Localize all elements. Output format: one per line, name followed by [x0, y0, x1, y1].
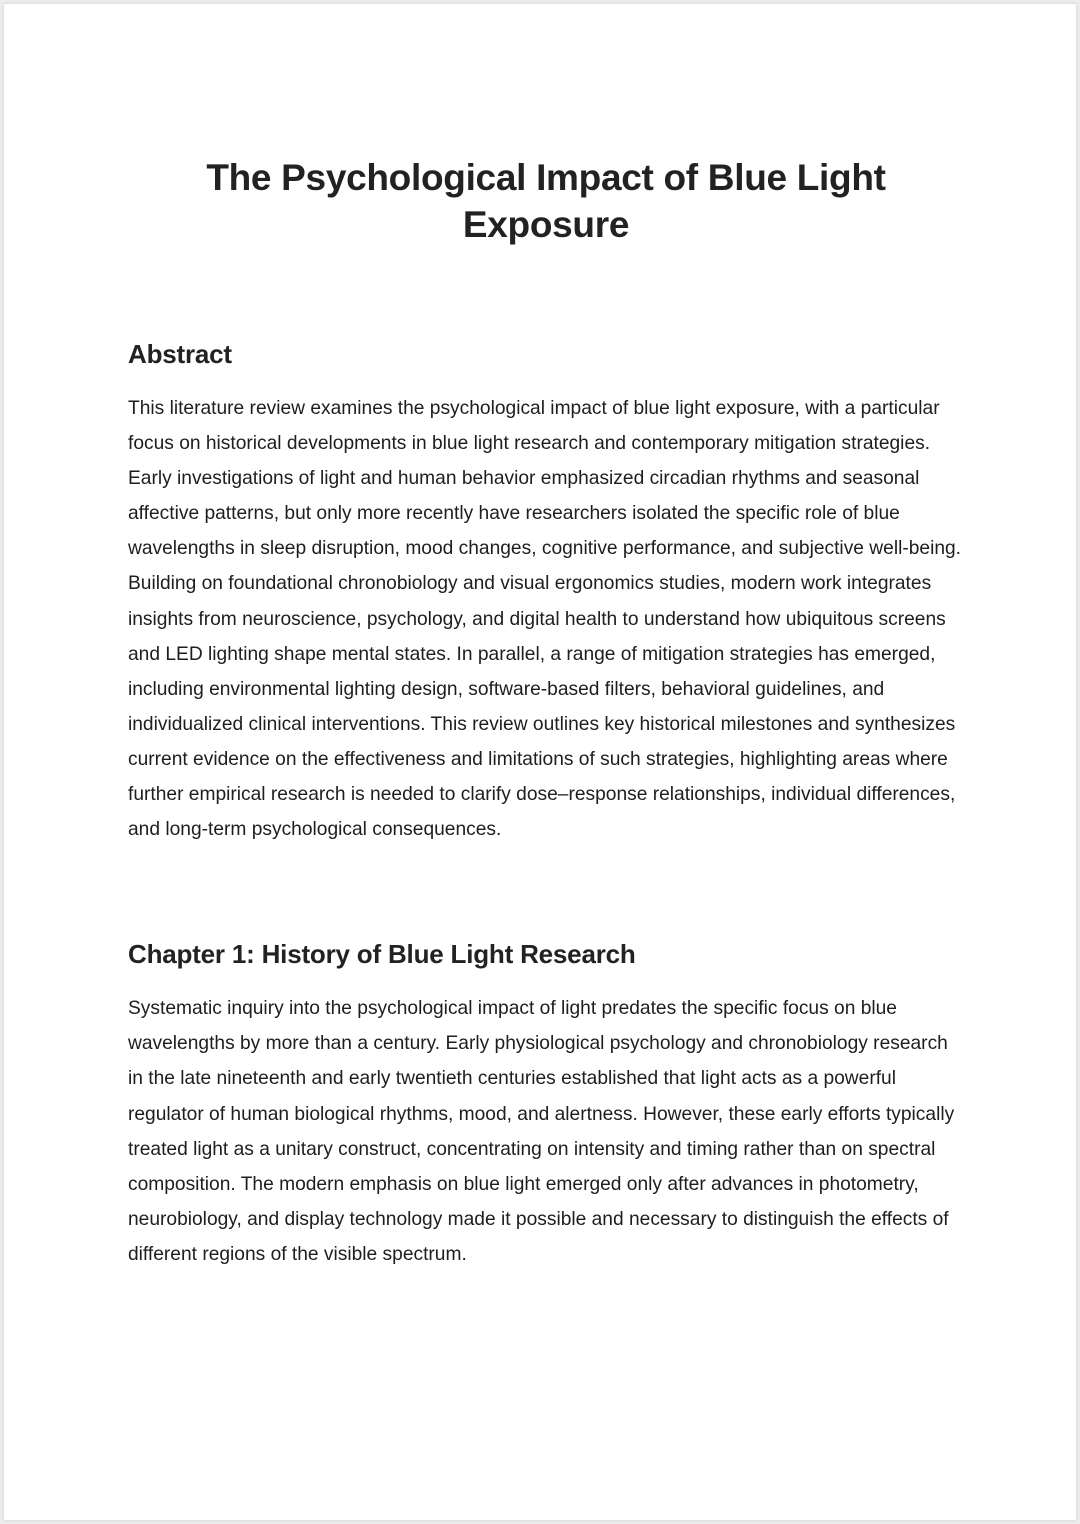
- chapter-1-paragraph: Systematic inquiry into the psychological impact of light predates the specific focus on blue wavelengths by more than a century. Early physiological psychology and chronobiology research in the late nineteenth and early twentieth centuries established that light acts as a powerful regulator of human biological rhythms, mood, and alertness. However, these early efforts typically treated light as a unitary construct, concentrating on intensity and timing rather than on spectral composition. The modern emphasis on blue light emerged only after advances in photometry, neurobiology, and display technology made it possible and necessary to distinguish the effects of different regions of the visible spectrum.: [128, 998, 955, 1265]
- abstract-paragraph: This literature review examines the psychological impact of blue light exposure, with a particular focus on historical developments in blue light research and contemporary mitigation strategies. Early investigations of light and human behavior emphasized circadian rhythms and seasonal affective patterns, but only more recently have researchers isolated the specific role of blue wavelengths in sleep disruption, mood changes, cognitive performance, and subjective well-being. Building on foundational chronobiology and visual ergonomics studies, modern work integrates insights from neuroscience, psychology, and digital health to understand how ubiquitous screens and LED lighting shape mental states. In parallel, a range of mitigation strategies has emerged, including environmental lighting design, software-based filters, behavioral guidelines, and individualized clinical interventions. This review outlines key historical milestones and synthesizes current evidence on the effectiveness and limitations of such strategies, highlighting areas where further empirical research is needed to clarify dose–response relationships, individual differences, and long-term psychological consequences.: [128, 398, 962, 841]
- document-body: [128, 154, 964, 1272]
- document-page: [4, 4, 1076, 1520]
- document-title: The Psychological Impact of Blue Light Exposure: [206, 157, 886, 245]
- chapter-1-heading: Chapter 1: History of Blue Light Research: [128, 939, 636, 970]
- abstract-heading: Abstract: [128, 339, 232, 369]
